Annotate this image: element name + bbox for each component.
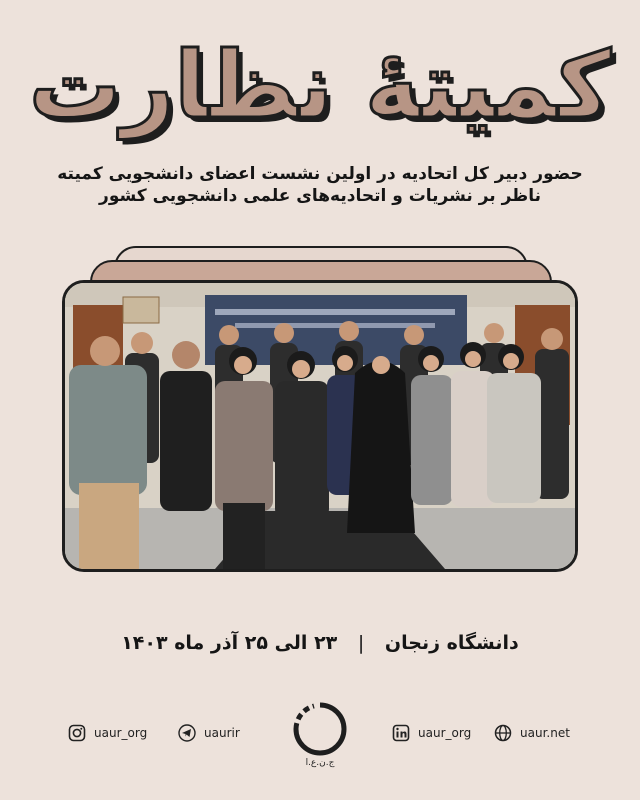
organization-logo	[288, 700, 352, 770]
poster-title: کمیتهٔ نظارت	[28, 32, 612, 139]
telegram-icon	[178, 724, 196, 742]
social-linkedin[interactable]	[392, 724, 471, 742]
event-dates: ۲۳ الی ۲۵ آذر ماه ۱۴۰۳	[121, 632, 338, 654]
social-website[interactable]	[494, 724, 570, 742]
social-telegram-label: uaurir	[204, 726, 240, 740]
event-info	[0, 632, 640, 654]
logo-text: ج.ن.ع.ا	[305, 758, 335, 768]
social-linkedin-label: uaur_org	[418, 726, 472, 740]
social-website-label: uaur.net	[520, 726, 570, 740]
logo-ring-icon	[288, 700, 352, 756]
poster-subtitle: حضور دبیر کل اتحادیه در اولین نشست اعضای دانشجویی کمیته ناظر بر نشریات و اتحادیه‌های علمی دانشجویی کشور	[57, 164, 583, 206]
group-photo	[62, 280, 578, 572]
social-instagram[interactable]	[68, 724, 147, 742]
globe-icon	[494, 724, 512, 742]
title-wrap	[0, 32, 640, 139]
social-instagram-label: uaur_org	[94, 726, 148, 740]
instagram-icon	[68, 724, 86, 742]
event-separator: |	[357, 632, 365, 654]
group-photo-illustration	[65, 283, 575, 569]
event-location: دانشگاه زنجان	[384, 632, 519, 654]
linkedin-icon	[392, 724, 410, 742]
footer	[0, 700, 640, 770]
social-telegram[interactable]	[178, 724, 240, 742]
